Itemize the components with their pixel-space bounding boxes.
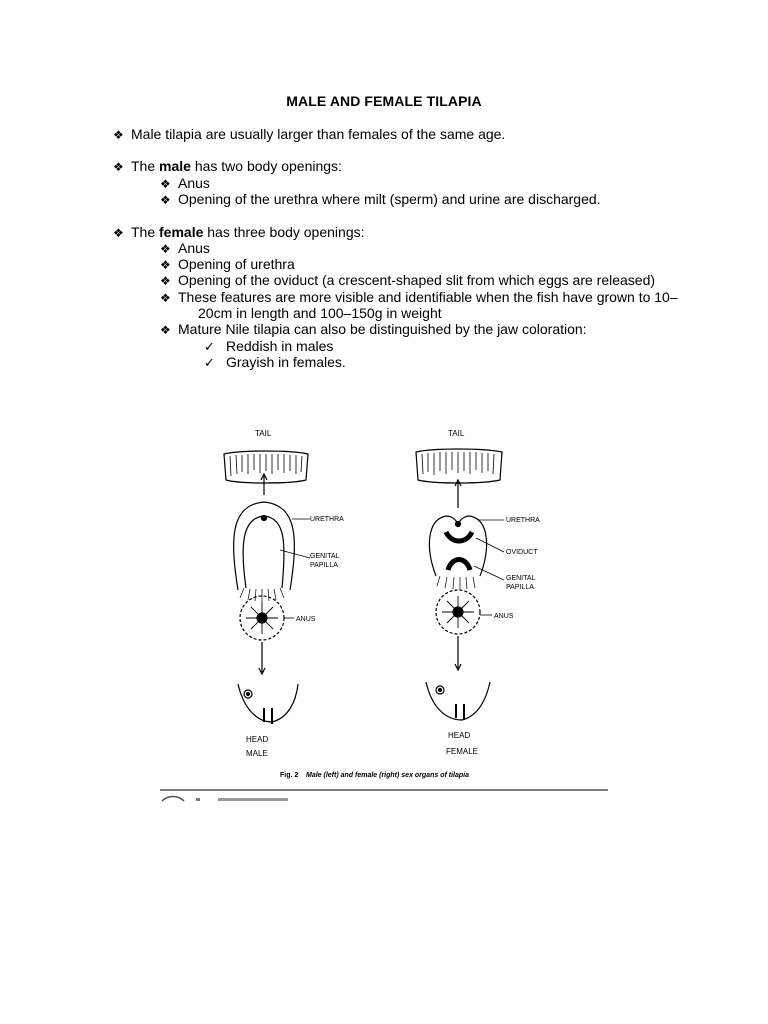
diamond-bullet-icon: ❖ <box>113 128 124 142</box>
figure-sex-organs <box>160 420 610 810</box>
figure-number: Fig. 2 <box>280 772 299 779</box>
sub-bullet: ❖ Mature Nile tilapia can also be distinguished by the jaw coloration: <box>160 321 587 337</box>
diamond-bullet-icon: ❖ <box>113 226 124 240</box>
figure-diagram <box>160 420 610 810</box>
female-head-shape <box>426 682 490 720</box>
female-label: FEMALE <box>446 747 479 756</box>
male-diagram <box>224 429 344 758</box>
male-head-label: HEAD <box>246 735 269 744</box>
female-anus-center <box>453 607 463 617</box>
female-genital-label: GENITAL <box>506 575 536 582</box>
female-tail-shape <box>416 449 502 483</box>
sub-bullet: ❖ Anus <box>160 175 210 191</box>
female-anus-label: ANUS <box>494 613 514 620</box>
female-papilla-label: PAPILLA <box>506 584 534 591</box>
male-papilla-label: PAPILLA <box>310 562 338 569</box>
female-tail-label: TAIL <box>448 429 465 438</box>
sub-bullet: ❖ These features are more visible and identifiable when the fish have grown to 10– <box>160 289 678 305</box>
bold-male: male <box>159 158 191 174</box>
bullet-male: ❖ The male has two body openings: <box>113 158 342 174</box>
diamond-bullet-icon: ❖ <box>160 274 171 288</box>
figure-caption: Male (left) and female (right) sex organs of tilapia <box>306 772 469 779</box>
male-urethra-label: URETHRA <box>310 516 344 523</box>
male-tail-hatching <box>230 454 302 476</box>
male-tail-label: TAIL <box>255 429 272 438</box>
female-tail-hatching <box>422 452 494 475</box>
female-oviduct-label: OVIDUCT <box>506 549 538 556</box>
checkmark-icon: ✓ <box>204 339 215 354</box>
bullet-text: Male tilapia are usually larger than females of the same age. <box>131 126 506 142</box>
bullet-size <box>113 126 505 143</box>
sub-bullet-continuation: 20cm in length and 100–150g in weight <box>198 305 442 321</box>
female-head-label: HEAD <box>448 731 471 740</box>
footer-running-text <box>218 798 288 801</box>
male-anus-label: ANUS <box>296 616 316 623</box>
sub-bullet: ❖ Opening of urethra <box>160 256 295 272</box>
male-genital-label: GENITAL <box>310 553 340 560</box>
female-diagram <box>416 429 540 756</box>
diamond-bullet-icon: ❖ <box>160 177 171 191</box>
diamond-bullet-icon: ❖ <box>160 323 171 337</box>
bullet-female: ❖ The female has three body openings: <box>113 224 365 240</box>
diamond-bullet-icon: ❖ <box>160 242 171 256</box>
sub-bullet: ❖ Opening of the oviduct (a crescent-shaped slit from which eggs are released) <box>160 272 656 288</box>
male-urethra-dot <box>262 516 267 521</box>
male-label: MALE <box>246 749 268 758</box>
diamond-bullet-icon: ❖ <box>160 193 171 207</box>
female-urethra-label: URETHRA <box>506 517 540 524</box>
female-urethra-dot <box>456 522 461 527</box>
page-title: MALE AND FEMALE TILAPIA <box>286 93 482 109</box>
check-item: ✓ Reddish in males <box>204 338 334 354</box>
page-footer-mark <box>196 798 200 801</box>
male-anus-center <box>257 613 267 623</box>
fish-logo-icon <box>162 797 184 802</box>
male-papilla-inner <box>243 516 284 588</box>
female-oviduct-crescent <box>446 532 472 541</box>
sub-bullet: ❖ Anus <box>160 240 210 256</box>
checkmark-icon: ✓ <box>204 355 215 370</box>
bold-female: female <box>159 224 204 240</box>
diamond-bullet-icon: ❖ <box>160 291 171 305</box>
diamond-bullet-icon: ❖ <box>160 258 171 272</box>
sub-bullet: ❖ Opening of the urethra where milt (sperm) and urine are discharged. <box>160 191 601 207</box>
diamond-bullet-icon: ❖ <box>113 160 124 174</box>
check-item: ✓ Grayish in females. <box>204 354 346 370</box>
